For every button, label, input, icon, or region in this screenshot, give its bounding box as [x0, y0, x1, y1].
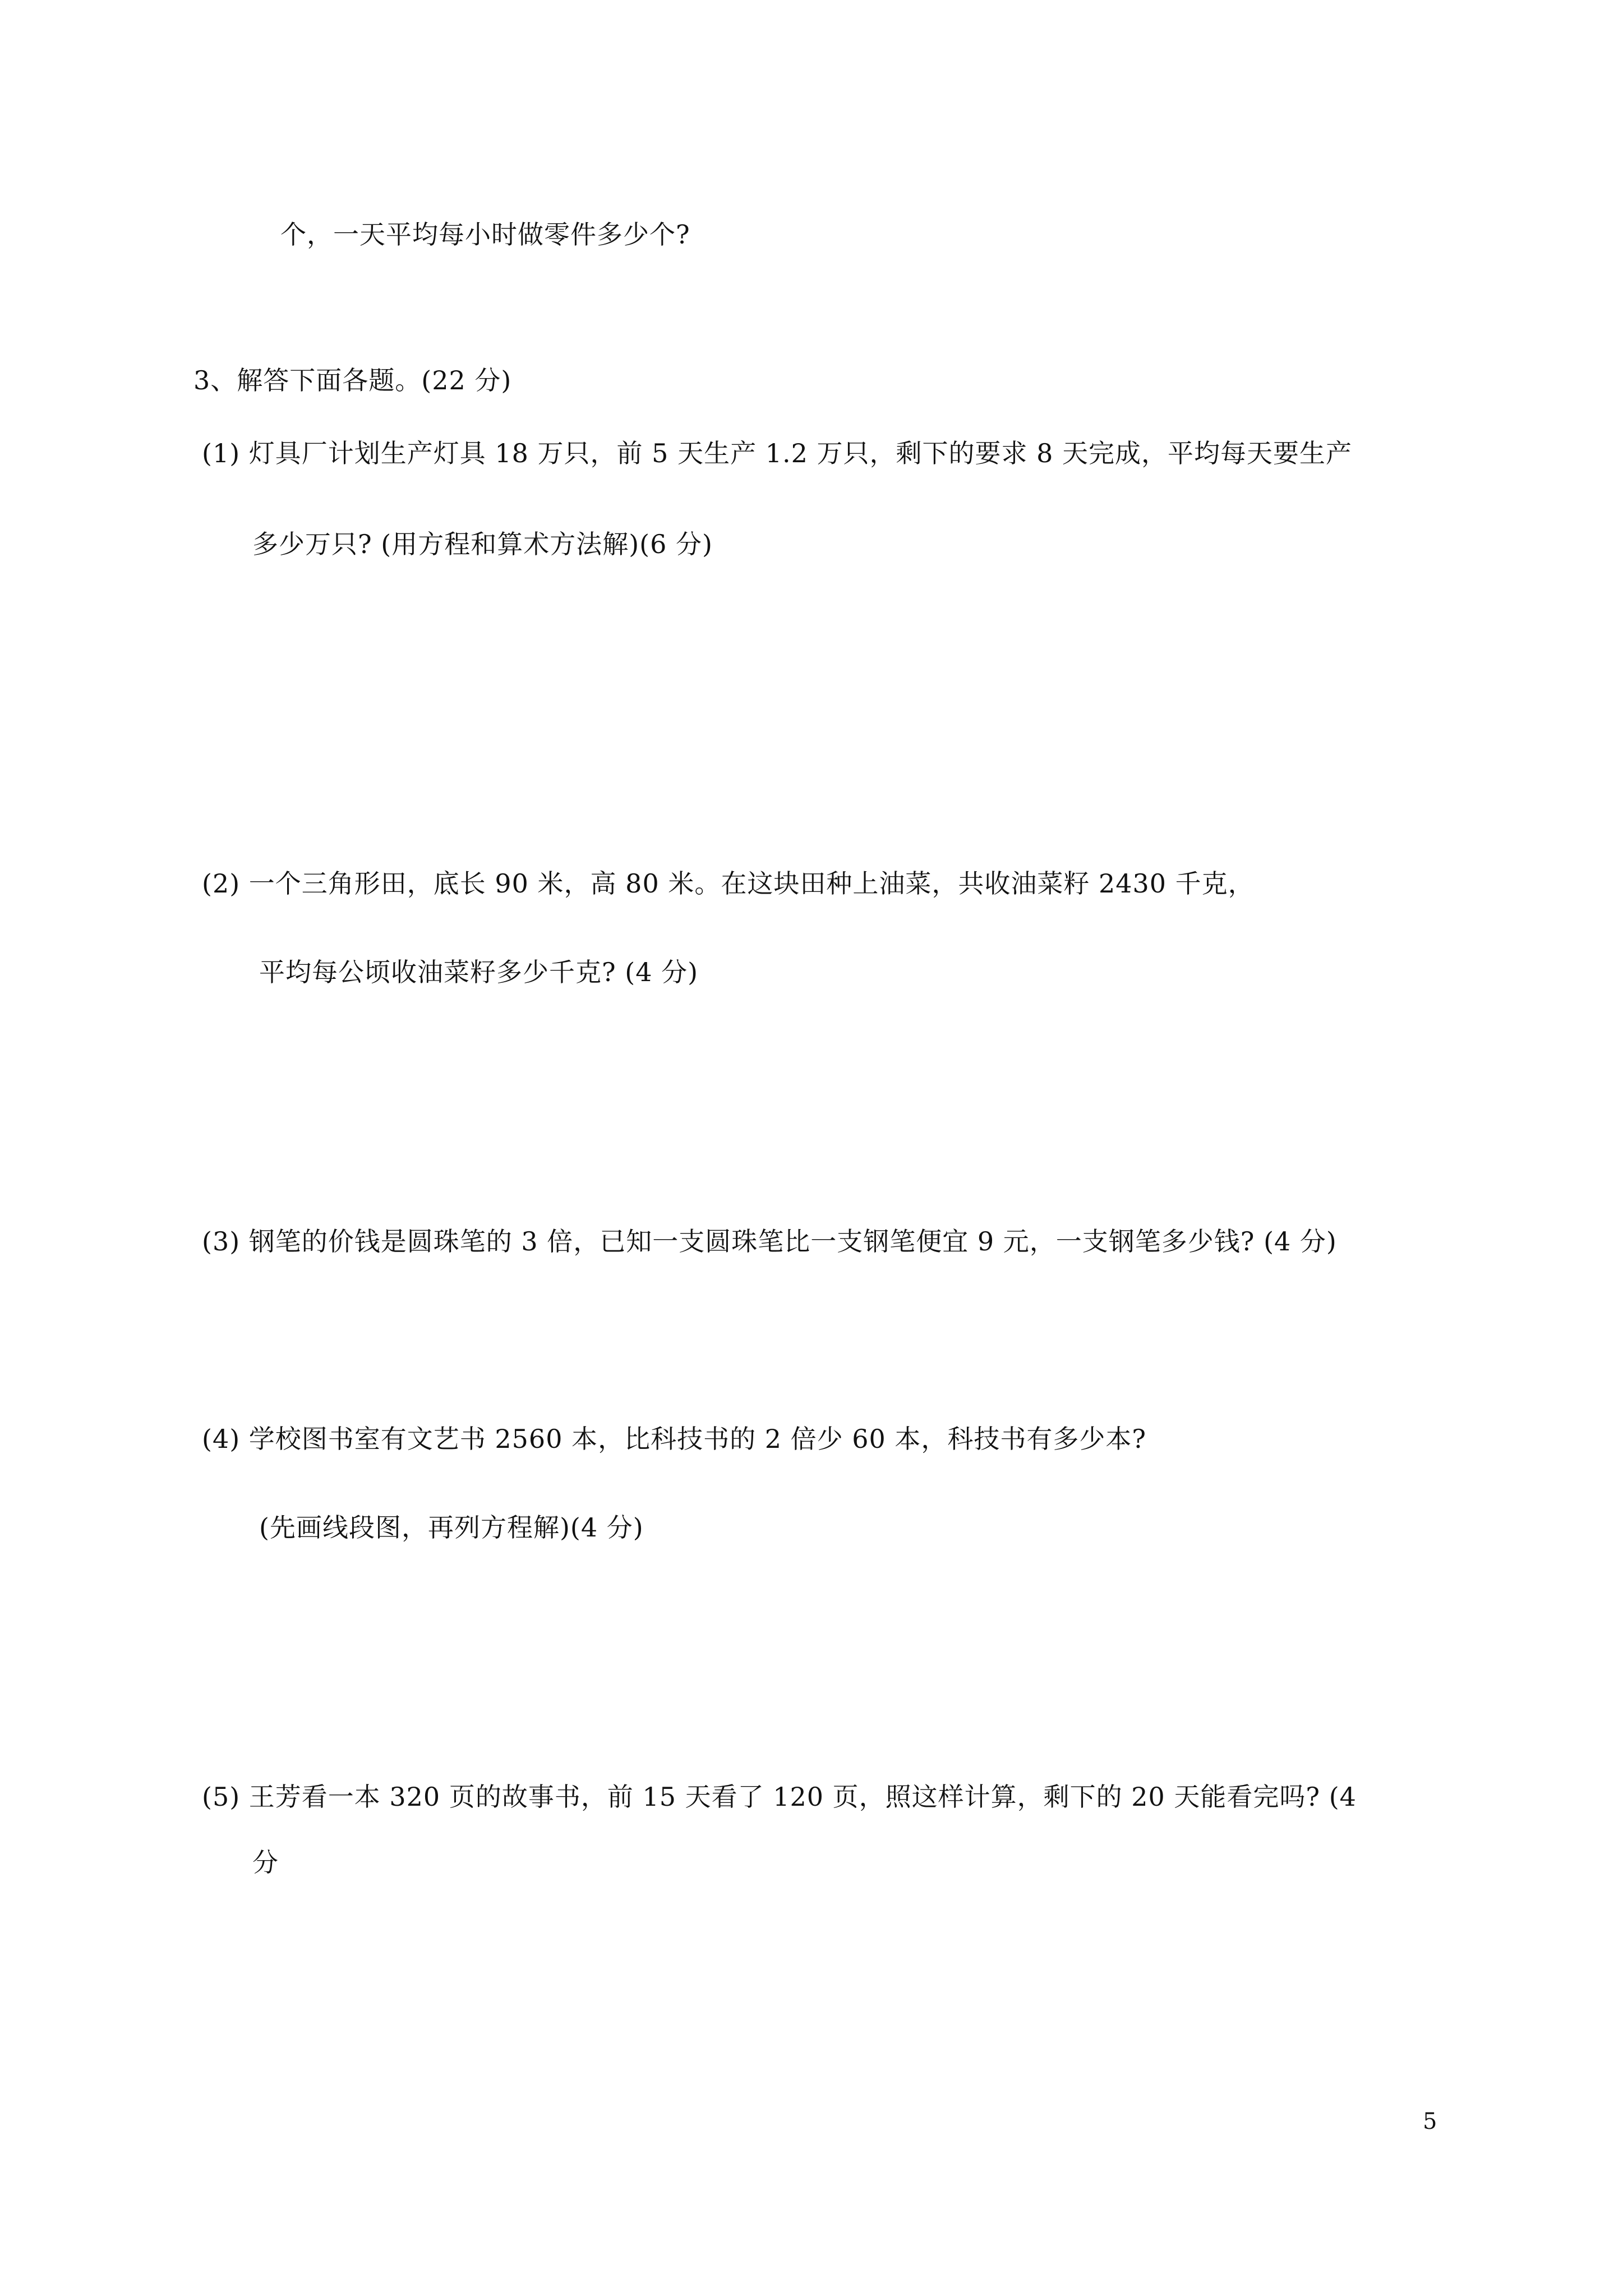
section-heading: 3、解答下面各题。(22 分) [193, 365, 512, 395]
question-5-line-2: 分 [252, 1847, 279, 1878]
question-4-line-1: (4) 学校图书室有文艺书 2560 本，比科技书的 2 倍少 60 本，科技书有多少本? [202, 1424, 1147, 1454]
question-2-line-1: (2) 一个三角形田，底长 90 米，高 80 米。在这块田种上油菜，共收油菜籽 2430 千克， [202, 868, 1255, 899]
question-1-line-2: 多少万只? (用方程和算术方法解)(6 分) [252, 529, 713, 559]
carryover-question-line: 个，一天平均每小时做零件多少个? [280, 219, 690, 250]
question-4-line-2: (先画线段图，再列方程解)(4 分) [259, 1512, 644, 1543]
question-1-line-1: (1) 灯具厂计划生产灯具 18 万只，前 5 天生产 1.2 万只，剩下的要求 8 天完成，平均每天要生产 [202, 438, 1352, 468]
question-5-line-1: (5) 王芳看一本 320 页的故事书，前 15 天看了 120 页，照这样计算，剩下的 20 天能看完吗? (4 [202, 1782, 1357, 1812]
question-3-line-1: (3) 钢笔的价钱是圆珠笔的 3 倍，已知一支圆珠笔比一支钢笔便宜 9 元，一支钢笔多少钱? (4 分) [202, 1226, 1337, 1257]
page-number: 5 [1423, 2109, 1437, 2134]
question-2-line-2: 平均每公顷收油菜籽多少千克? (4 分) [259, 957, 699, 987]
